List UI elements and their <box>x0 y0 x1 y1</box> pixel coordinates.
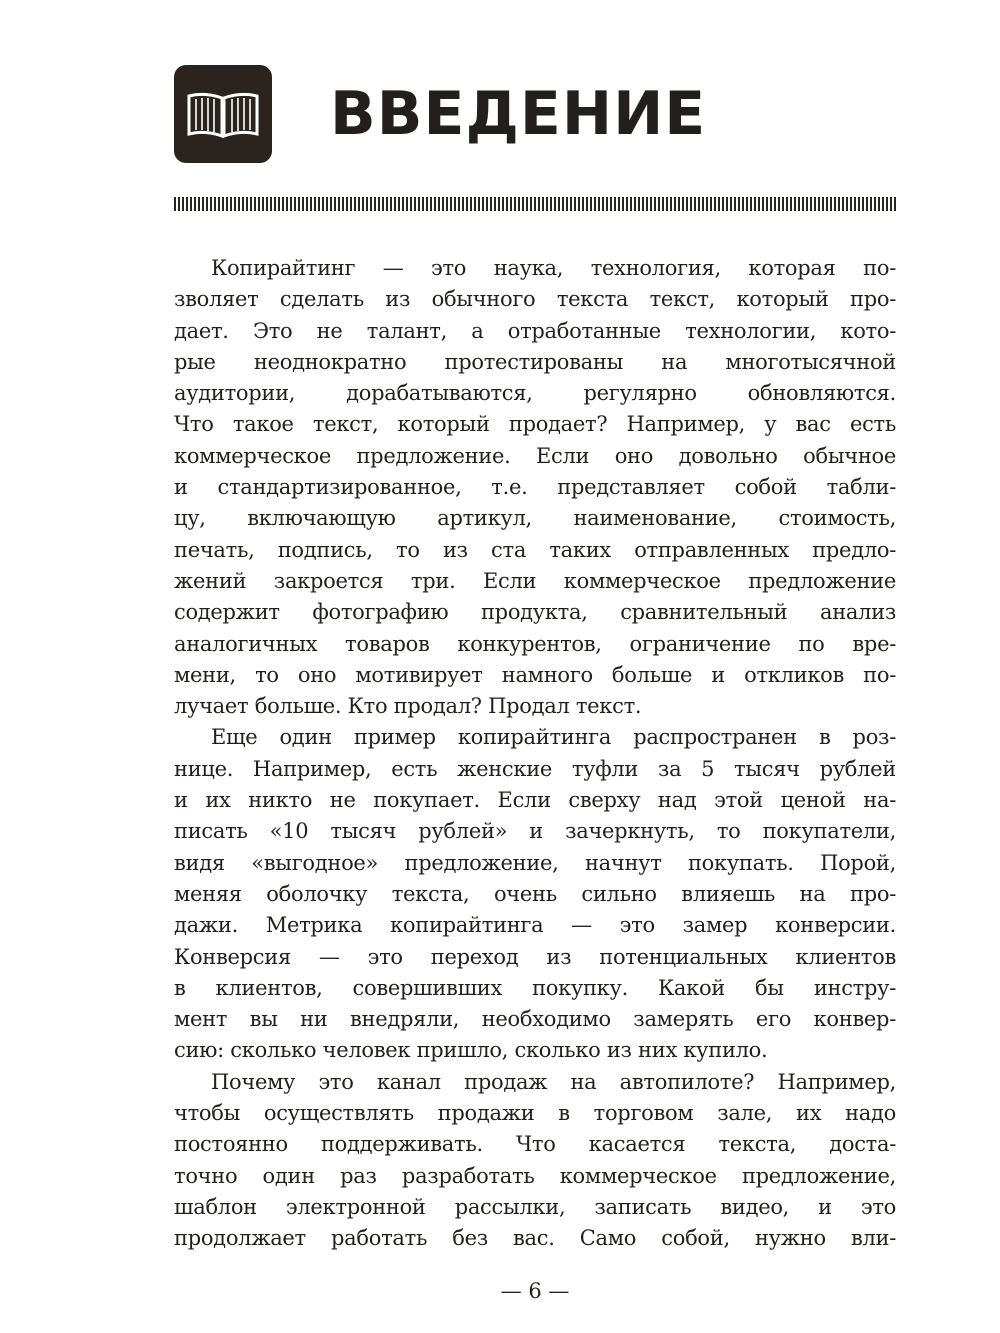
text-line: в клиентов, совершивших покупку. Какой бы инстру- <box>174 975 896 1000</box>
open-book-icon <box>174 65 272 163</box>
text-line: видя «выгодное» предложение, начнут покупать. Порой, <box>174 850 896 875</box>
page-number: — 6 — <box>500 1279 570 1303</box>
text-line: меняя оболочку текста, очень сильно влияешь на про- <box>174 881 896 906</box>
text-line: нице. Например, есть женские туфли за 5 тысяч рублей <box>174 756 896 781</box>
decorative-divider <box>174 197 896 211</box>
text-line: аудитории, дорабатываются, регулярно обновляются. <box>174 381 896 406</box>
text-line: и их никто не покупает. Если сверху над этой ценой на- <box>174 788 896 813</box>
text-line: цу, включающую артикул, наименование, стоимость, <box>174 506 896 531</box>
text-line: Еще один пример копирайтинга распространен в роз- <box>211 725 896 750</box>
text-line: зволяет сделать из обычного текста текст, который про- <box>174 287 896 312</box>
text-line: писать «10 тысяч рублей» и зачеркнуть, то покупатели, <box>174 819 896 844</box>
text-line: мени, то оно мотивирует намного больше и откликов по- <box>174 662 896 687</box>
text-line: коммерческое предложение. Если оно довольно обычное <box>174 443 896 468</box>
chapter-title: ВВЕДЕНИЕ <box>330 79 707 149</box>
text-line: шаблон электронной рассылки, записать видео, и это <box>174 1194 896 1219</box>
paragraph <box>174 722 896 1066</box>
text-line: рые неоднократно протестированы на многотысячной <box>174 349 896 374</box>
text-line: Почему это канал продаж на автопилоте? Например, <box>211 1069 896 1094</box>
text-line: жений закроется три. Если коммерческое предложение <box>174 568 896 593</box>
paragraph <box>174 253 896 722</box>
text-line: точно один раз разработать коммерческое предложение, <box>174 1163 896 1188</box>
text-line: постоянно поддерживать. Что касается текста, доста- <box>174 1132 896 1157</box>
text-line: чтобы осуществлять продажи в торговом зале, их надо <box>174 1101 896 1126</box>
body-text <box>174 253 896 1255</box>
text-line: мент вы ни внедряли, необходимо замерять его конвер- <box>174 1007 896 1032</box>
text-line: и стандартизированное, т.е. представляет собой табли- <box>174 475 896 500</box>
chapter-header <box>174 64 706 164</box>
paragraph <box>174 1067 896 1255</box>
text-line: Копирайтинг — это наука, технология, которая по- <box>211 256 896 280</box>
text-line: дажи. Метрика копирайтинга — это замер конверсии. <box>174 913 896 938</box>
text-line: сию: сколько человек пришло, сколько из них купило. <box>174 1038 768 1063</box>
text-line: аналогичных товаров конкурентов, ограничение по вре- <box>174 631 896 656</box>
text-line: содержит фотографию продукта, сравнительный анализ <box>174 600 896 625</box>
text-line: продолжает работать без вас. Само собой, нужно вли- <box>174 1226 896 1251</box>
text-line: печать, подпись, то из ста таких отправленных предло- <box>174 537 896 562</box>
text-line: Что такое текст, который продает? Например, у вас есть <box>174 412 896 437</box>
text-line: лучает больше. Кто продал? Продал текст. <box>174 694 642 719</box>
text-line: Конверсия — это переход из потенциальных клиентов <box>174 944 896 969</box>
text-line: дает. Это не талант, а отработанные технологии, кото- <box>174 318 896 343</box>
